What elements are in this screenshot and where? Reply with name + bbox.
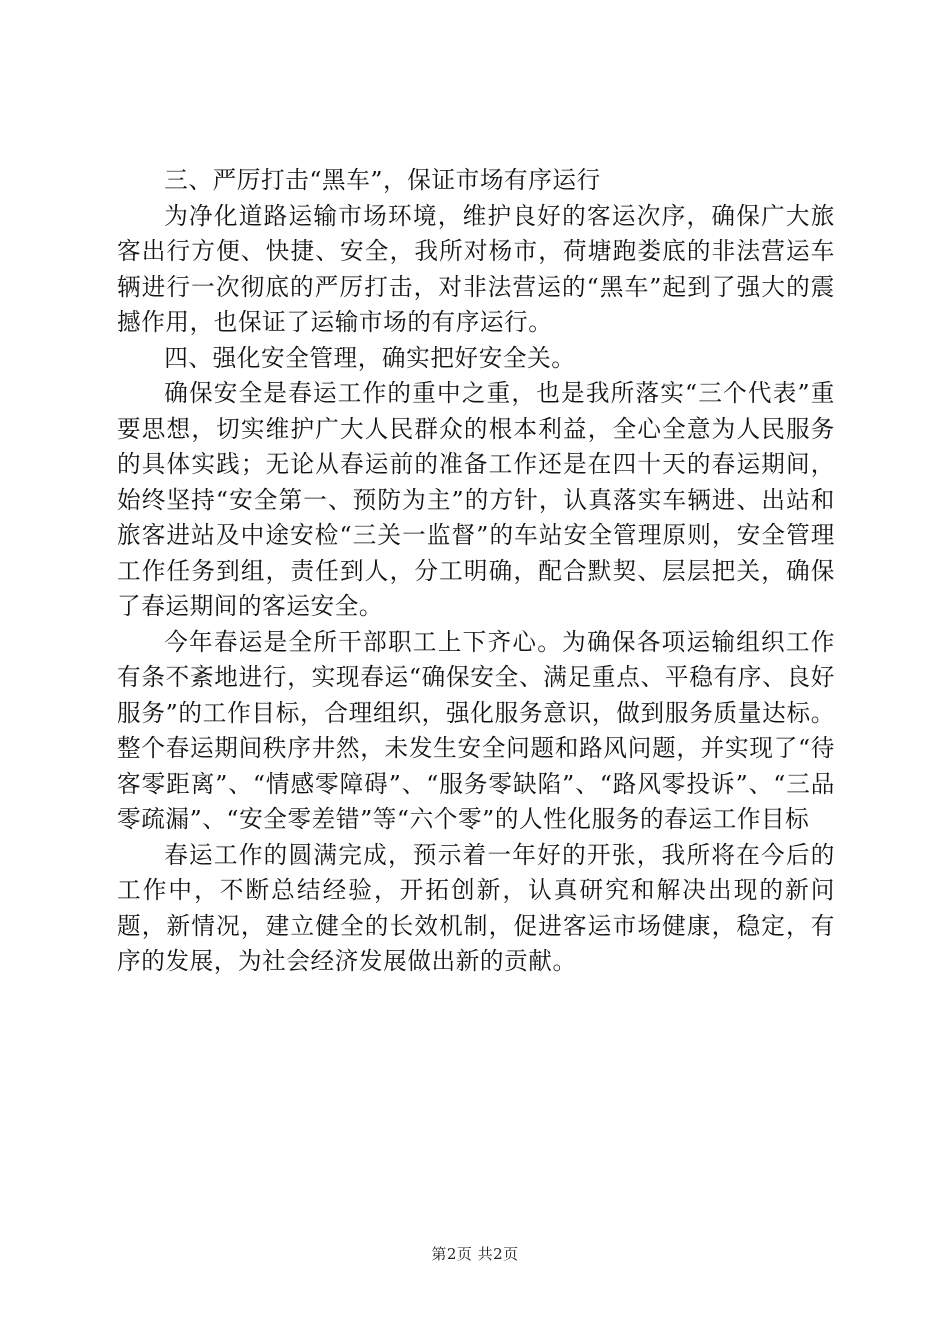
paragraph-black-car-crackdown: 为净化道路运输市场环境，维护良好的客运次序，确保广大旅客出行方便、快捷、安全，我所对杨市，荷塘跑娄底的非法营运车辆进行一次彻底的严厉打击，对非法营运的“黑车”起到了强大的震撼作用，也保证了运输市场的有序运行。 xyxy=(117,201,835,336)
paragraph-conclusion: 春运工作的圆满完成，预示着一年好的开张，我所将在今后的工作中，不断总结经验，开拓创新，认真研究和解决出现的新问题，新情况，建立健全的长效机制，促进客运市场健康，稳定，有序的发展，为社会经济发展做出新的贡献。 xyxy=(117,840,835,975)
section-heading-3: 三、严厉打击“黑车”，保证市场有序运行 xyxy=(164,166,601,194)
section-heading-4: 四、强化安全管理，确实把好安全关。 xyxy=(164,343,576,372)
page-number-footer: 第2页 共2页 xyxy=(431,1245,519,1263)
paragraph-spring-transport-goals: 今年春运是全所干部职工上下齐心。为确保各项运输组织工作有条不紊地进行，实现春运“确保安全、满足重点、平稳有序、良好服务”的工作目标，合理组织，强化服务意识，做到服务质量达标。整个春运期间秩序井然，未发生安全问题和路风问题，并实现了“待客零距离”、“情感零障碍”、“服务零缺陷”、“路风零投诉”、“三品零疏漏”、“安全零差错”等“六个零”的人性化服务的春运工作目标 xyxy=(117,627,835,833)
document-body xyxy=(117,163,835,980)
paragraph-safety-management: 确保安全是春运工作的重中之重，也是我所落实“三个代表”重要思想，切实维护广大人民群众的根本利益，全心全意为人民服务的具体实践；无论从春运前的准备工作还是在四十天的春运期间，始终坚持“安全第一、预防为主”的方针，认真落实车辆进、出站和旅客进站及中途安检“三关一监督”的车站安全管理原则，安全管理工作任务到组，责任到人，分工明确，配合默契、层层把关，确保了春运期间的客运安全。 xyxy=(117,379,835,620)
